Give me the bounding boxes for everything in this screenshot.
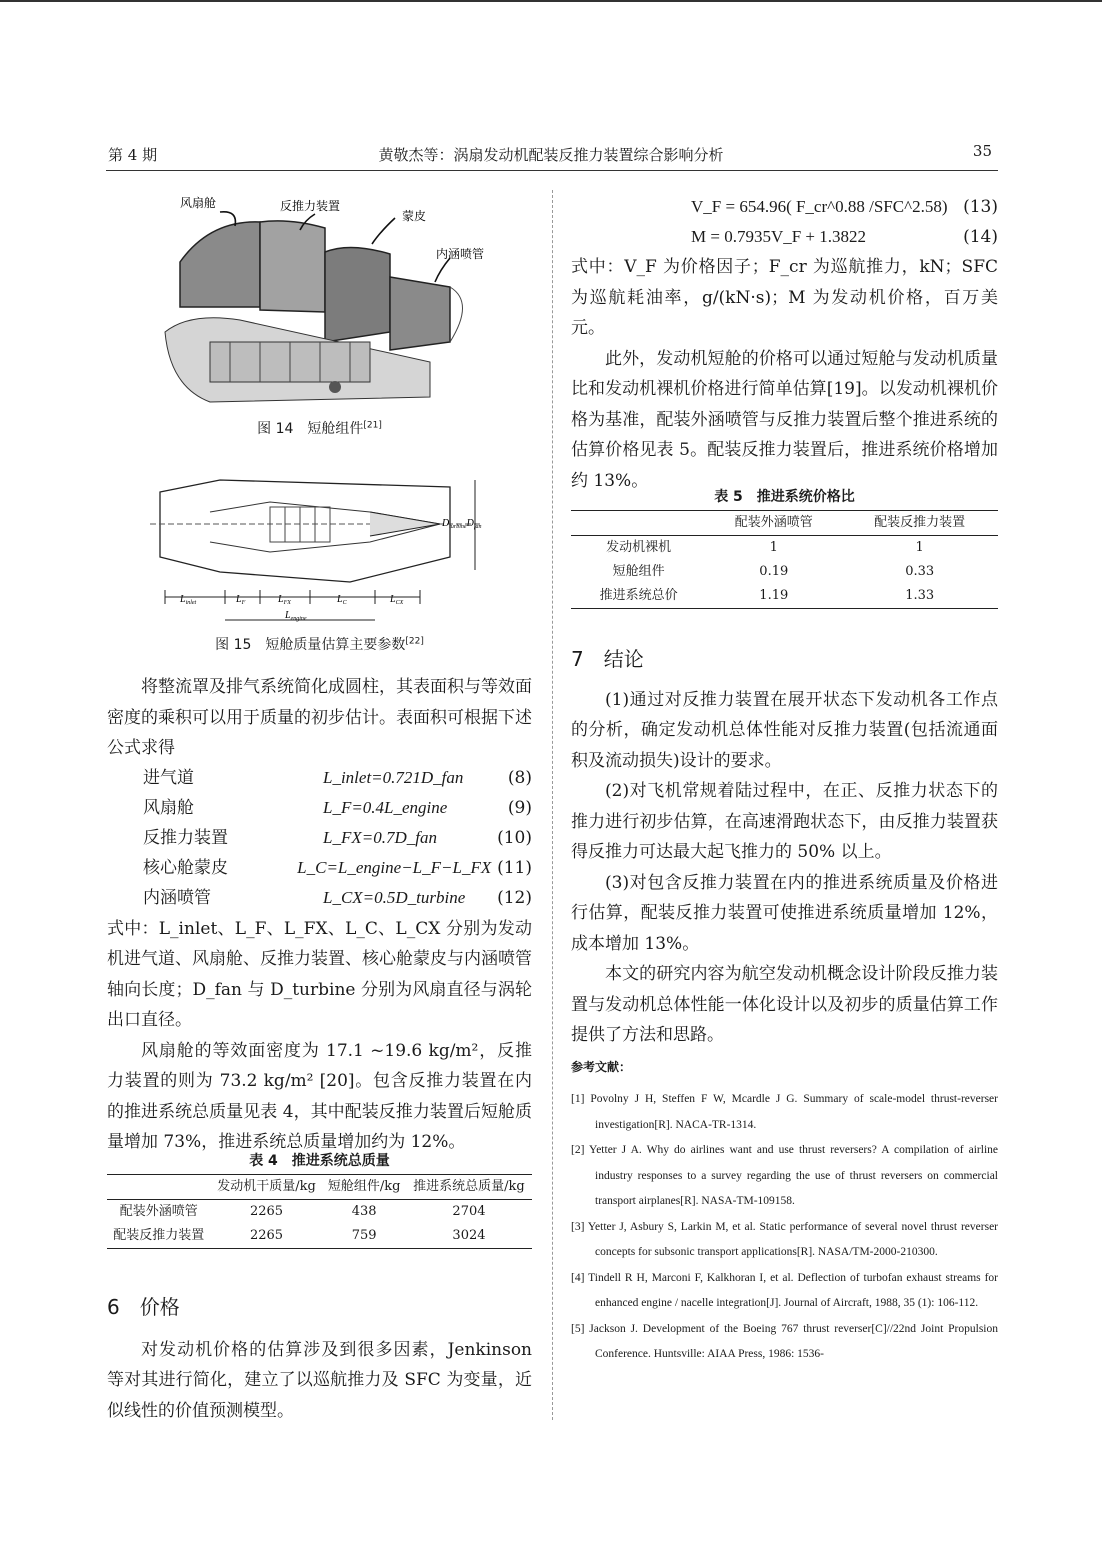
fig14-ref: [21]: [363, 420, 382, 431]
top-border: [0, 0, 1102, 2]
table-cell: 0.19: [759, 564, 789, 579]
references: [571, 1058, 998, 1368]
table-cell: 438: [351, 1204, 377, 1219]
conclusion-3: (3)对包含反推力装置在内的推进系统质量及价格进行估算，配装反推力装置可使推进系统质量增加 12%，成本增加 13%。: [571, 872, 998, 954]
table-cell: 0.33: [905, 564, 935, 579]
nacelle-components-drawing: [150, 192, 490, 414]
running-title: 黄敬杰等：涡扇发动机配装反推力装置综合影响分析: [378, 146, 724, 164]
figure-15-caption: [107, 634, 532, 654]
reference-item: [2] Yetter J A. Why do airlines want and use thrust reversers? A compilation of airline industry responses to a survey regarding the use of thrust reversers on commercial transport airplanes[R]. NASA-TM-109158.: [571, 1144, 998, 1207]
paragraph-where: 式中：L_inlet、L_F、L_FX、L_C、L_CX 分别为发动机进气道、风扇舱、反推力装置、核心舱蒙皮与内涵喷管轴向长度；D_fan 与 D_turbine 分别为风扇直径与涡轮出口直径。: [107, 918, 532, 1030]
references-heading: 参考文献：: [571, 1060, 632, 1074]
table-cell: 2704: [452, 1204, 486, 1219]
table-cell: 1.19: [759, 588, 789, 603]
reference-list: [571, 1087, 998, 1368]
fig14-caption-text: 图 14 短舱组件: [257, 421, 364, 437]
table-cell: 推进系统总价: [599, 588, 678, 603]
equation-row: [107, 764, 532, 794]
section-7-heading: 7 结论: [571, 647, 644, 671]
svg-text:Lengine: $L_{engine}$: [285, 610, 307, 622]
table-cell: 2265: [249, 1228, 284, 1243]
equation-row: [107, 854, 532, 884]
table-header-cell: 配装外涵喷管: [706, 511, 841, 536]
reference-item: [3] Yetter J, Asbury S, Larkin M, et al. Static performance of several novel thrust reverser concepts for subsonic transport applications[R]. NASA/TM-2000-210300.: [571, 1220, 998, 1258]
paragraph-price: 对发动机价格的估算涉及到很多因素，Jenkinson 等对其进行简化，建立了以巡航推力及 SFC 为变量，近似线性的价值预测模型。: [107, 1339, 532, 1421]
table-5: [571, 486, 998, 609]
nacelle-parameters-drawing: [150, 462, 495, 632]
table-cell: 3024: [452, 1228, 486, 1243]
equation-number: (12): [497, 888, 532, 909]
fig15-caption-text: 图 15 短舱质量估算主要参数: [215, 637, 406, 653]
table-5-grid: [571, 510, 998, 609]
svg-text:DturbineDfan: $D_{turbine}D_{fan}$: [442, 518, 482, 530]
equation-formula: L_inlet=0.721D_fan: [323, 768, 464, 788]
left-column: [107, 672, 532, 1158]
label-core-nozzle: 内涵喷管: [436, 247, 485, 261]
section-6-heading: 6 价格: [107, 1295, 180, 1319]
label-skin: 蒙皮: [402, 209, 427, 223]
equation-number: (9): [507, 798, 532, 819]
equation-formula: L_FX=0.7D_fan: [323, 828, 437, 848]
table-4-caption: 表 4 推进系统总质量: [249, 1153, 390, 1169]
table-row: [571, 536, 998, 561]
paragraph-density: 风扇舱的等效面密度为 17.1 ~19.6 kg/m²，反推力装置的则为 73.2 kg/m² [20]。包含反推力装置在内的推进系统总质量见表 4，其中配装反推力装置后短舱质量增加 73%，推进系统总质量增加约为 12%。: [107, 1040, 532, 1152]
table-header-cell: 推进系统总质量/kg: [406, 1175, 532, 1200]
figure-14: [150, 192, 490, 414]
table-4: [107, 1150, 532, 1249]
table-4-grid: [107, 1174, 532, 1249]
left-column-bottom: [107, 1292, 532, 1426]
figure-14-caption: [107, 418, 532, 438]
reference-item: [1] Povolny J H, Steffen F W, Mcardle J G. Summary of scale-model thrust-reverser investigation[R]. NACA-TR-1314.: [571, 1093, 998, 1131]
reference-item: [4] Tindell R H, Marconi F, Kalkhoran I, et al. Deflection of turbofan exhaust streams for enhanced engine / nacelle integration[J]. Journal of Aircraft, 1988, 35 (1): 106-112.: [571, 1271, 998, 1309]
page-number: 35: [972, 142, 992, 160]
figure-15: [150, 462, 495, 632]
header-rule: [106, 170, 998, 171]
table-header-cell: 发动机干质量/kg: [211, 1175, 323, 1200]
equation-label: 核心舱蒙皮: [143, 858, 228, 879]
table-5-caption: 表 5 推进系统价格比: [714, 489, 855, 505]
paragraph-price-where: 式中：V_F 为价格因子；F_cr 为巡航推力，kN；SFC 为巡航耗油率，g/(kN·s)；M 为发动机价格，百万美元。: [571, 257, 998, 338]
table-cell: 1.33: [905, 588, 935, 603]
table-row: [571, 584, 998, 609]
equation-label: 进气道: [143, 768, 194, 789]
svg-text:LF: $L_F$: [236, 594, 246, 606]
right-column: [571, 192, 998, 496]
conclusion-4: 本文的研究内容为航空发动机概念设计阶段反推力装置与发动机总体性能一体化设计以及初步的质量估算工作提供了方法和思路。: [571, 964, 998, 1045]
svg-text:LFX: $L_{FX}$: [278, 594, 291, 606]
table-cell: 配装外涵喷管: [119, 1204, 198, 1219]
paragraph-nacelle-price: 此外，发动机短舱的价格可以通过短舱与发动机质量比和发动机裸机价格进行简单估算[19]。以发动机裸机价格为基准，配装外涵喷管与反推力装置后整个推进系统的估算价格见表 5。配装反推力装置后，推进系统价格增加约 13%。: [571, 348, 998, 491]
table-cell: 配装反推力装置: [113, 1228, 205, 1243]
conclusion-2: (2)对飞机常规着陆过程中，在正、反推力状态下的推力进行初步估算，在高速滑跑状态下，由反推力装置获得反推力可达最大起飞推力的 50% 以上。: [571, 781, 998, 862]
equation-14: M = 0.7935V_F + 1.3822 (14): [691, 226, 998, 247]
svg-text:LCX: $L_{CX}$: [390, 594, 404, 606]
fig15-ref: [22]: [405, 636, 424, 647]
label-thrust-reverser: 反推力装置: [280, 199, 341, 213]
equation-label: 反推力装置: [143, 828, 228, 849]
table-row: [107, 1200, 532, 1225]
equation-formula: L_C=L_engine−L_F−L_FX: [297, 858, 492, 878]
equation-13: V_F = 654.96( F_cr^0.88 /SFC^2.58) (13): [691, 196, 998, 217]
equation-label: 内涵喷管: [143, 888, 211, 909]
equation-label: 风扇舱: [143, 798, 194, 819]
table-header-cell: 短舱组件/kg: [322, 1175, 406, 1200]
table-header-cell: 配装反推力装置: [841, 511, 998, 536]
table-cell: 759: [351, 1228, 377, 1243]
paragraph-surface-area: 将整流罩及排气系统简化成圆柱，其表面积与等效面密度的乘积可以用于质量的初步估计。表面积可根据下述公式求得: [107, 677, 532, 758]
table-cell: 发动机裸机: [606, 540, 672, 555]
conclusion-1: (1)通过对反推力装置在展开状态下发动机各工作点的分析，确定发动机总体性能对反推力装置(包括流通面积及流动损失)设计的要求。: [571, 689, 998, 771]
equation-row: [107, 884, 532, 914]
table-cell: 2265: [249, 1204, 284, 1219]
table-header-cell: [571, 511, 706, 536]
equation-row: [107, 794, 532, 824]
issue-number: 第 4 期: [108, 146, 158, 164]
equation-formula: L_F=0.4L_engine: [323, 798, 448, 818]
svg-text:LC: $L_C$: [337, 594, 347, 606]
equations-8-12: [107, 764, 532, 914]
table-cell: 短舱组件: [612, 564, 665, 579]
equation-number: (8): [507, 768, 532, 789]
column-divider: [552, 190, 553, 1420]
table-cell: 1: [769, 540, 778, 555]
right-column-conclusions: [571, 644, 998, 1051]
svg-text:Linlet: $L_{inlet}$: [180, 594, 197, 606]
table-header-cell: [107, 1175, 211, 1200]
equation-formula: L_CX=0.5D_turbine: [323, 888, 466, 908]
label-fan-cowl: 风扇舱: [180, 196, 217, 210]
equation-number: (11): [497, 858, 532, 879]
table-row: [571, 560, 998, 584]
reference-item: [5] Jackson J. Development of the Boeing 767 thrust reverser[C]//22nd Joint Propulsion Conference. Huntsville: AIAA Press, 1986: 1536-: [571, 1322, 998, 1360]
table-row: [107, 1224, 532, 1249]
table-cell: 1: [915, 540, 924, 555]
equation-row: [107, 824, 532, 854]
equation-number: (10): [497, 828, 532, 849]
